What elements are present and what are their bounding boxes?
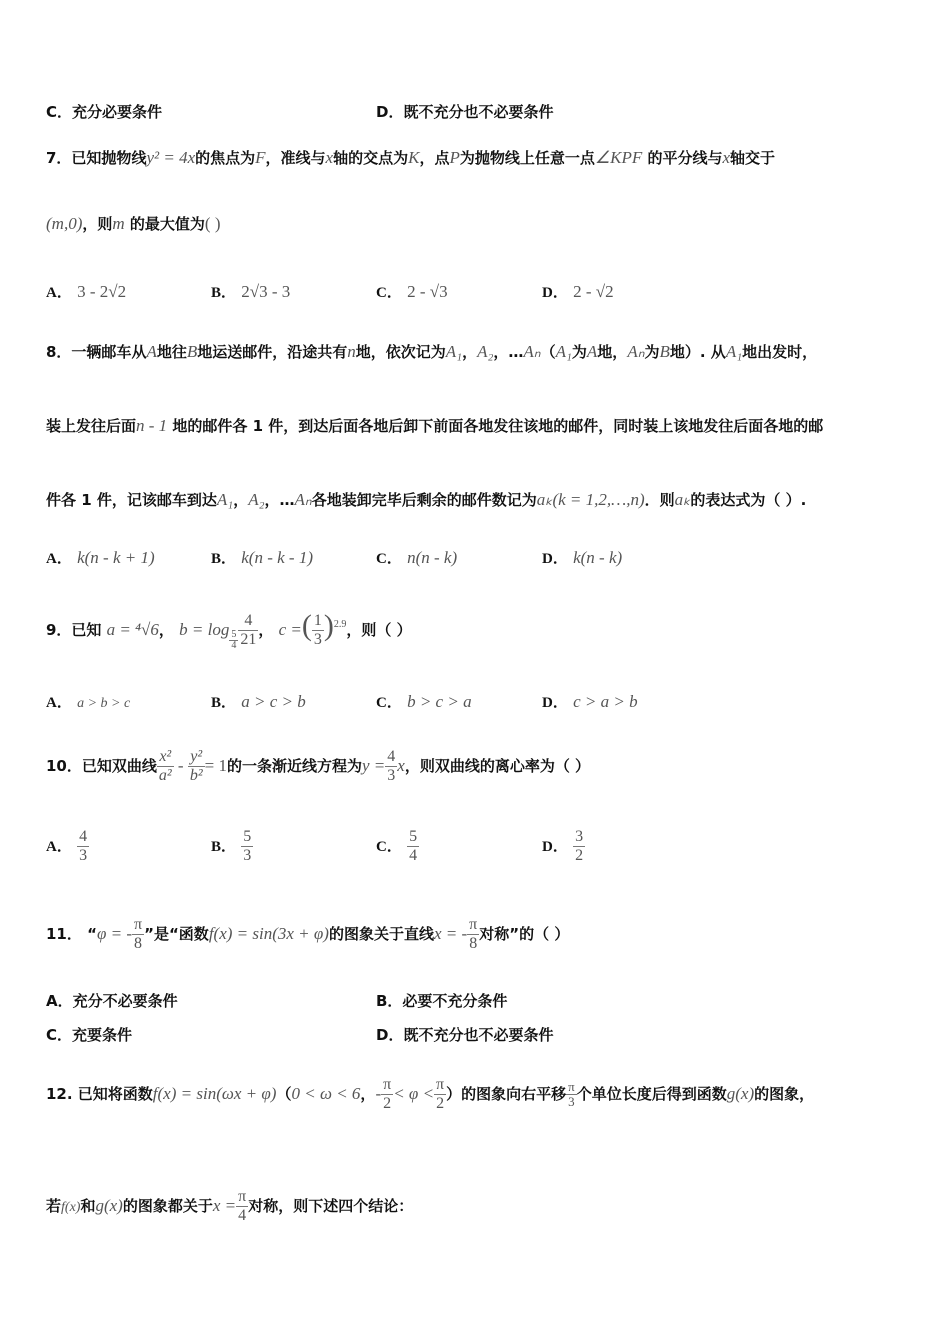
text-fragment: 若 <box>46 1197 62 1215</box>
text-fragment: ，则（ ） <box>346 621 412 639</box>
text-fragment: 8 <box>469 935 478 952</box>
text-fragment: ，则 <box>82 215 113 233</box>
text-fragment: 2 <box>436 1095 445 1112</box>
text-fragment: 5 <box>243 828 252 845</box>
text-fragment: 装上发往后面 <box>46 417 137 435</box>
q12-stem-line2 <box>46 1176 413 1238</box>
text-fragment: 2 <box>575 847 584 864</box>
text-fragment: 为 <box>571 343 587 361</box>
q9-option-a <box>46 692 130 714</box>
text-fragment: B． <box>211 285 237 301</box>
text-fragment: b > c > a <box>407 692 472 711</box>
q8-option-d <box>542 548 622 569</box>
fraction <box>573 828 585 865</box>
q11-option-d: D．既不充分也不必要条件 <box>376 1026 554 1044</box>
text-fragment: x <box>397 756 405 775</box>
text-fragment: k(n - k + 1) <box>77 548 155 567</box>
text-fragment: Aₙ <box>523 342 541 361</box>
q10-option-d <box>542 826 585 867</box>
text-fragment: ”是“函数 <box>144 925 209 943</box>
text-fragment: A． <box>46 839 72 855</box>
text-fragment: P <box>449 148 460 167</box>
text-fragment: 11． “ <box>46 925 97 943</box>
text-fragment: D． <box>542 551 568 567</box>
text-fragment: ， <box>158 621 174 639</box>
fraction <box>236 1188 248 1225</box>
text-fragment: 2 - √3 <box>407 282 448 301</box>
text-fragment: (m,0) <box>46 214 83 233</box>
q8-stem-line3 <box>46 490 806 510</box>
fraction <box>77 828 89 865</box>
text-fragment: y² = 4x <box>146 148 196 167</box>
text-fragment: 地往 <box>156 343 187 361</box>
text-fragment: = 1 <box>204 756 227 775</box>
text-fragment: 3 <box>313 631 322 648</box>
q7-stem-line1 <box>46 148 775 168</box>
q11-option-c: C．充要条件 <box>46 1026 133 1044</box>
fraction <box>238 612 258 649</box>
text-fragment: 5 <box>231 629 237 640</box>
q10-option-c <box>376 826 419 867</box>
text-fragment: 2.9 <box>333 619 347 630</box>
text-fragment: f(x) = sin(ωx + φ) <box>152 1084 277 1103</box>
text-fragment: （ <box>276 1085 292 1103</box>
q8-option-b <box>211 548 313 569</box>
text-fragment: 为抛物线上任意一点 <box>459 149 595 167</box>
text-fragment: 地运送邮件，沿途共有 <box>197 343 348 361</box>
text-fragment: b = log <box>179 620 230 639</box>
text-fragment: f(x) = sin(3x + φ) <box>208 924 329 943</box>
text-fragment: 8 <box>134 935 143 952</box>
q10-option-a <box>46 826 89 867</box>
text-fragment: < φ < <box>393 1084 435 1103</box>
text-fragment: φ = - <box>96 924 133 943</box>
q11-option-b: B．必要不充分条件 <box>376 992 508 1010</box>
text-fragment: 地， <box>597 343 628 361</box>
q10-option-b <box>211 826 253 867</box>
text-fragment: A． <box>46 551 72 567</box>
text-fragment: 的图象， <box>754 1085 815 1103</box>
text-fragment: 对称”的（ ） <box>479 925 570 943</box>
q9-stem <box>46 604 412 655</box>
q7-option-c <box>376 282 448 303</box>
text-fragment: 3 <box>568 1094 575 1109</box>
text-fragment: 对称，则下述四个结论： <box>248 1197 414 1215</box>
text-fragment: B． <box>211 695 237 711</box>
text-fragment: 3 - 2√2 <box>77 282 127 301</box>
fraction <box>407 828 419 865</box>
text-fragment: A₁ <box>445 342 463 361</box>
fraction <box>381 1076 393 1113</box>
text-fragment: ，点 <box>419 149 450 167</box>
text-fragment: 为 <box>644 343 660 361</box>
text-fragment: x = - <box>433 924 468 943</box>
text-fragment: f(x) <box>61 1200 81 1215</box>
text-fragment: y = <box>362 756 386 775</box>
text-fragment: π <box>238 1188 247 1205</box>
text-fragment: ， <box>360 1085 376 1103</box>
text-fragment: 2√3 - 3 <box>241 282 291 301</box>
text-fragment: 地的邮件各 1 件，到达后面各地后卸下前面各地发往该地的邮件，同时装上该地发往后面各地的邮 <box>172 417 824 435</box>
text-fragment: Aₙ <box>627 342 645 361</box>
text-fragment: a > c > b <box>241 692 306 711</box>
text-fragment: ，准线与 <box>265 149 326 167</box>
text-fragment: 3 <box>79 847 88 864</box>
text-fragment: 4 <box>238 1207 247 1224</box>
text-fragment: 的平分线与 <box>647 149 723 167</box>
text-fragment: C． <box>376 285 402 301</box>
text-fragment: A． <box>46 695 72 711</box>
text-fragment: A₁ <box>555 342 572 361</box>
q8-option-a <box>46 548 155 569</box>
q11-option-a: A．充分不必要条件 <box>46 992 178 1010</box>
text-fragment: 10．已知双曲线 <box>46 757 157 775</box>
text-fragment: 2 - √2 <box>573 282 614 301</box>
text-fragment: π <box>383 1076 392 1093</box>
text-fragment: 4 <box>231 640 237 651</box>
text-fragment: 的焦点为 <box>195 149 256 167</box>
text-fragment: A₁ <box>216 490 234 509</box>
fraction <box>385 748 397 785</box>
q9-option-c <box>376 692 472 713</box>
fraction <box>157 748 174 785</box>
text-fragment: n <box>347 342 356 361</box>
text-fragment: 4 <box>79 828 88 845</box>
text-fragment: 个单位长度后得到函数 <box>576 1085 727 1103</box>
text-fragment: x² <box>157 748 174 767</box>
q6-option-c: C．充分必要条件 <box>46 103 163 121</box>
text-fragment: 和 <box>80 1197 96 1215</box>
text-fragment: 件各 1 件，记该邮车到达 <box>46 491 217 509</box>
text-fragment: π <box>568 1079 575 1094</box>
text-fragment: 地出发时， <box>742 343 818 361</box>
text-fragment: ， <box>258 621 274 639</box>
text-fragment: A． <box>46 285 72 301</box>
text-fragment: 的最大值为 <box>129 215 205 233</box>
text-fragment: x <box>722 148 731 167</box>
text-fragment: A <box>146 342 157 361</box>
text-fragment: a² <box>158 767 172 784</box>
fraction <box>132 916 144 953</box>
q12-stem-line1 <box>46 1062 814 1126</box>
text-fragment: 轴的交点为 <box>333 149 409 167</box>
text-fragment: b² <box>189 767 203 784</box>
text-fragment: 8．一辆邮车从 <box>46 343 147 361</box>
text-fragment: ， <box>233 491 249 509</box>
q9-option-b <box>211 692 306 713</box>
text-fragment: g(x) <box>726 1084 755 1103</box>
text-fragment: 12. 已知将函数 <box>46 1085 153 1103</box>
text-fragment: K <box>408 148 420 167</box>
text-fragment: 21 <box>240 631 257 648</box>
q10-stem <box>46 744 590 788</box>
text-fragment: 2 <box>383 1095 392 1112</box>
text-fragment: ）的图象向右平移 <box>446 1085 567 1103</box>
text-fragment: - <box>375 1084 382 1103</box>
text-fragment: D． <box>542 285 568 301</box>
text-fragment: 0 < ω < 6 <box>291 1084 361 1103</box>
fraction <box>241 828 253 865</box>
text-fragment: 3 <box>387 767 396 784</box>
text-fragment: 的一条渐近线方程为 <box>226 757 362 775</box>
text-fragment: k(n - k) <box>573 548 623 567</box>
text-fragment: - <box>173 756 188 775</box>
text-fragment: ， <box>462 343 478 361</box>
text-fragment: aₖ(k = 1,2,…,n) <box>536 490 645 509</box>
text-fragment: 轴交于 <box>730 149 776 167</box>
text-fragment: 4 <box>409 847 418 864</box>
text-fragment: π <box>134 916 143 933</box>
fraction <box>566 1080 577 1109</box>
text-fragment: π <box>469 916 478 933</box>
text-fragment: ．则 <box>644 491 675 509</box>
text-fragment: 地）. 从 <box>669 343 726 361</box>
text-fragment: B <box>659 342 670 361</box>
text-fragment: Aₙ <box>294 490 312 509</box>
text-fragment: 各地装卸完毕后剩余的邮件数记为 <box>311 491 537 509</box>
text-fragment: m <box>112 214 125 233</box>
text-fragment: a > b > c <box>77 696 131 711</box>
text-fragment: 4 <box>387 748 396 765</box>
text-fragment: 3 <box>243 847 252 864</box>
text-fragment: x = <box>212 1196 237 1215</box>
text-fragment: D． <box>542 695 568 711</box>
text-fragment: x <box>325 148 334 167</box>
text-fragment: 地，依次记为 <box>355 343 446 361</box>
q6-option-d: D．既不充分也不必要条件 <box>376 103 554 121</box>
q7-stem-line2 <box>46 214 220 234</box>
text-fragment: A <box>586 342 598 361</box>
text-fragment: 9．已知 <box>46 621 102 639</box>
text-fragment: ) <box>323 609 334 642</box>
text-fragment: 的图象关于直线 <box>328 925 434 943</box>
text-fragment: A₂ <box>248 490 265 509</box>
text-fragment: a = ⁴√6 <box>106 620 159 639</box>
text-fragment: ，… <box>264 491 295 509</box>
text-fragment: ∠KPF <box>594 148 643 167</box>
text-fragment: k(n - k - 1) <box>241 548 313 567</box>
text-fragment: y² <box>188 748 205 767</box>
q11-stem <box>46 912 569 956</box>
text-fragment: aₖ <box>674 490 691 509</box>
text-fragment: 5 <box>409 828 418 845</box>
text-fragment: n(n - k) <box>407 548 458 567</box>
text-fragment: C． <box>376 551 402 567</box>
text-fragment: 1 <box>313 612 322 629</box>
text-fragment: g(x) <box>95 1196 123 1215</box>
text-fragment: 的表达式为（ ）. <box>690 491 807 509</box>
text-fragment: ，… <box>493 343 524 361</box>
text-fragment: A₁ <box>725 342 743 361</box>
text-fragment: π <box>436 1076 445 1093</box>
fraction <box>434 1076 446 1113</box>
fraction <box>312 612 324 649</box>
text-fragment: 7．已知抛物线 <box>46 149 147 167</box>
q7-option-a <box>46 282 126 303</box>
text-fragment: ，则双曲线的离心率为（ ） <box>404 757 591 775</box>
text-fragment: n - 1 <box>136 416 168 435</box>
text-fragment: （ <box>540 343 556 361</box>
text-fragment: D． <box>542 839 568 855</box>
text-fragment: 3 <box>575 828 584 845</box>
text-fragment: B． <box>211 551 237 567</box>
q7-option-b <box>211 282 290 303</box>
text-fragment: B． <box>211 839 237 855</box>
q8-stem-line1 <box>46 342 817 362</box>
q7-option-d <box>542 282 614 303</box>
text-fragment: c > a > b <box>573 692 638 711</box>
text-fragment: ( ) <box>204 214 221 233</box>
fraction <box>467 916 479 953</box>
fraction <box>229 630 238 651</box>
text-fragment: F <box>255 148 266 167</box>
text-fragment: 4 <box>238 612 258 631</box>
text-fragment: ( <box>301 609 312 642</box>
text-fragment: C． <box>376 839 402 855</box>
text-fragment: c = <box>278 620 302 639</box>
text-fragment: C． <box>376 695 402 711</box>
q8-stem-line2 <box>46 416 823 436</box>
q9-option-d <box>542 692 638 713</box>
fraction <box>188 748 205 785</box>
q8-option-c <box>376 548 457 569</box>
text-fragment: B <box>186 342 198 361</box>
text-fragment: 的图象都关于 <box>122 1197 213 1215</box>
text-fragment: A₂ <box>477 342 494 361</box>
